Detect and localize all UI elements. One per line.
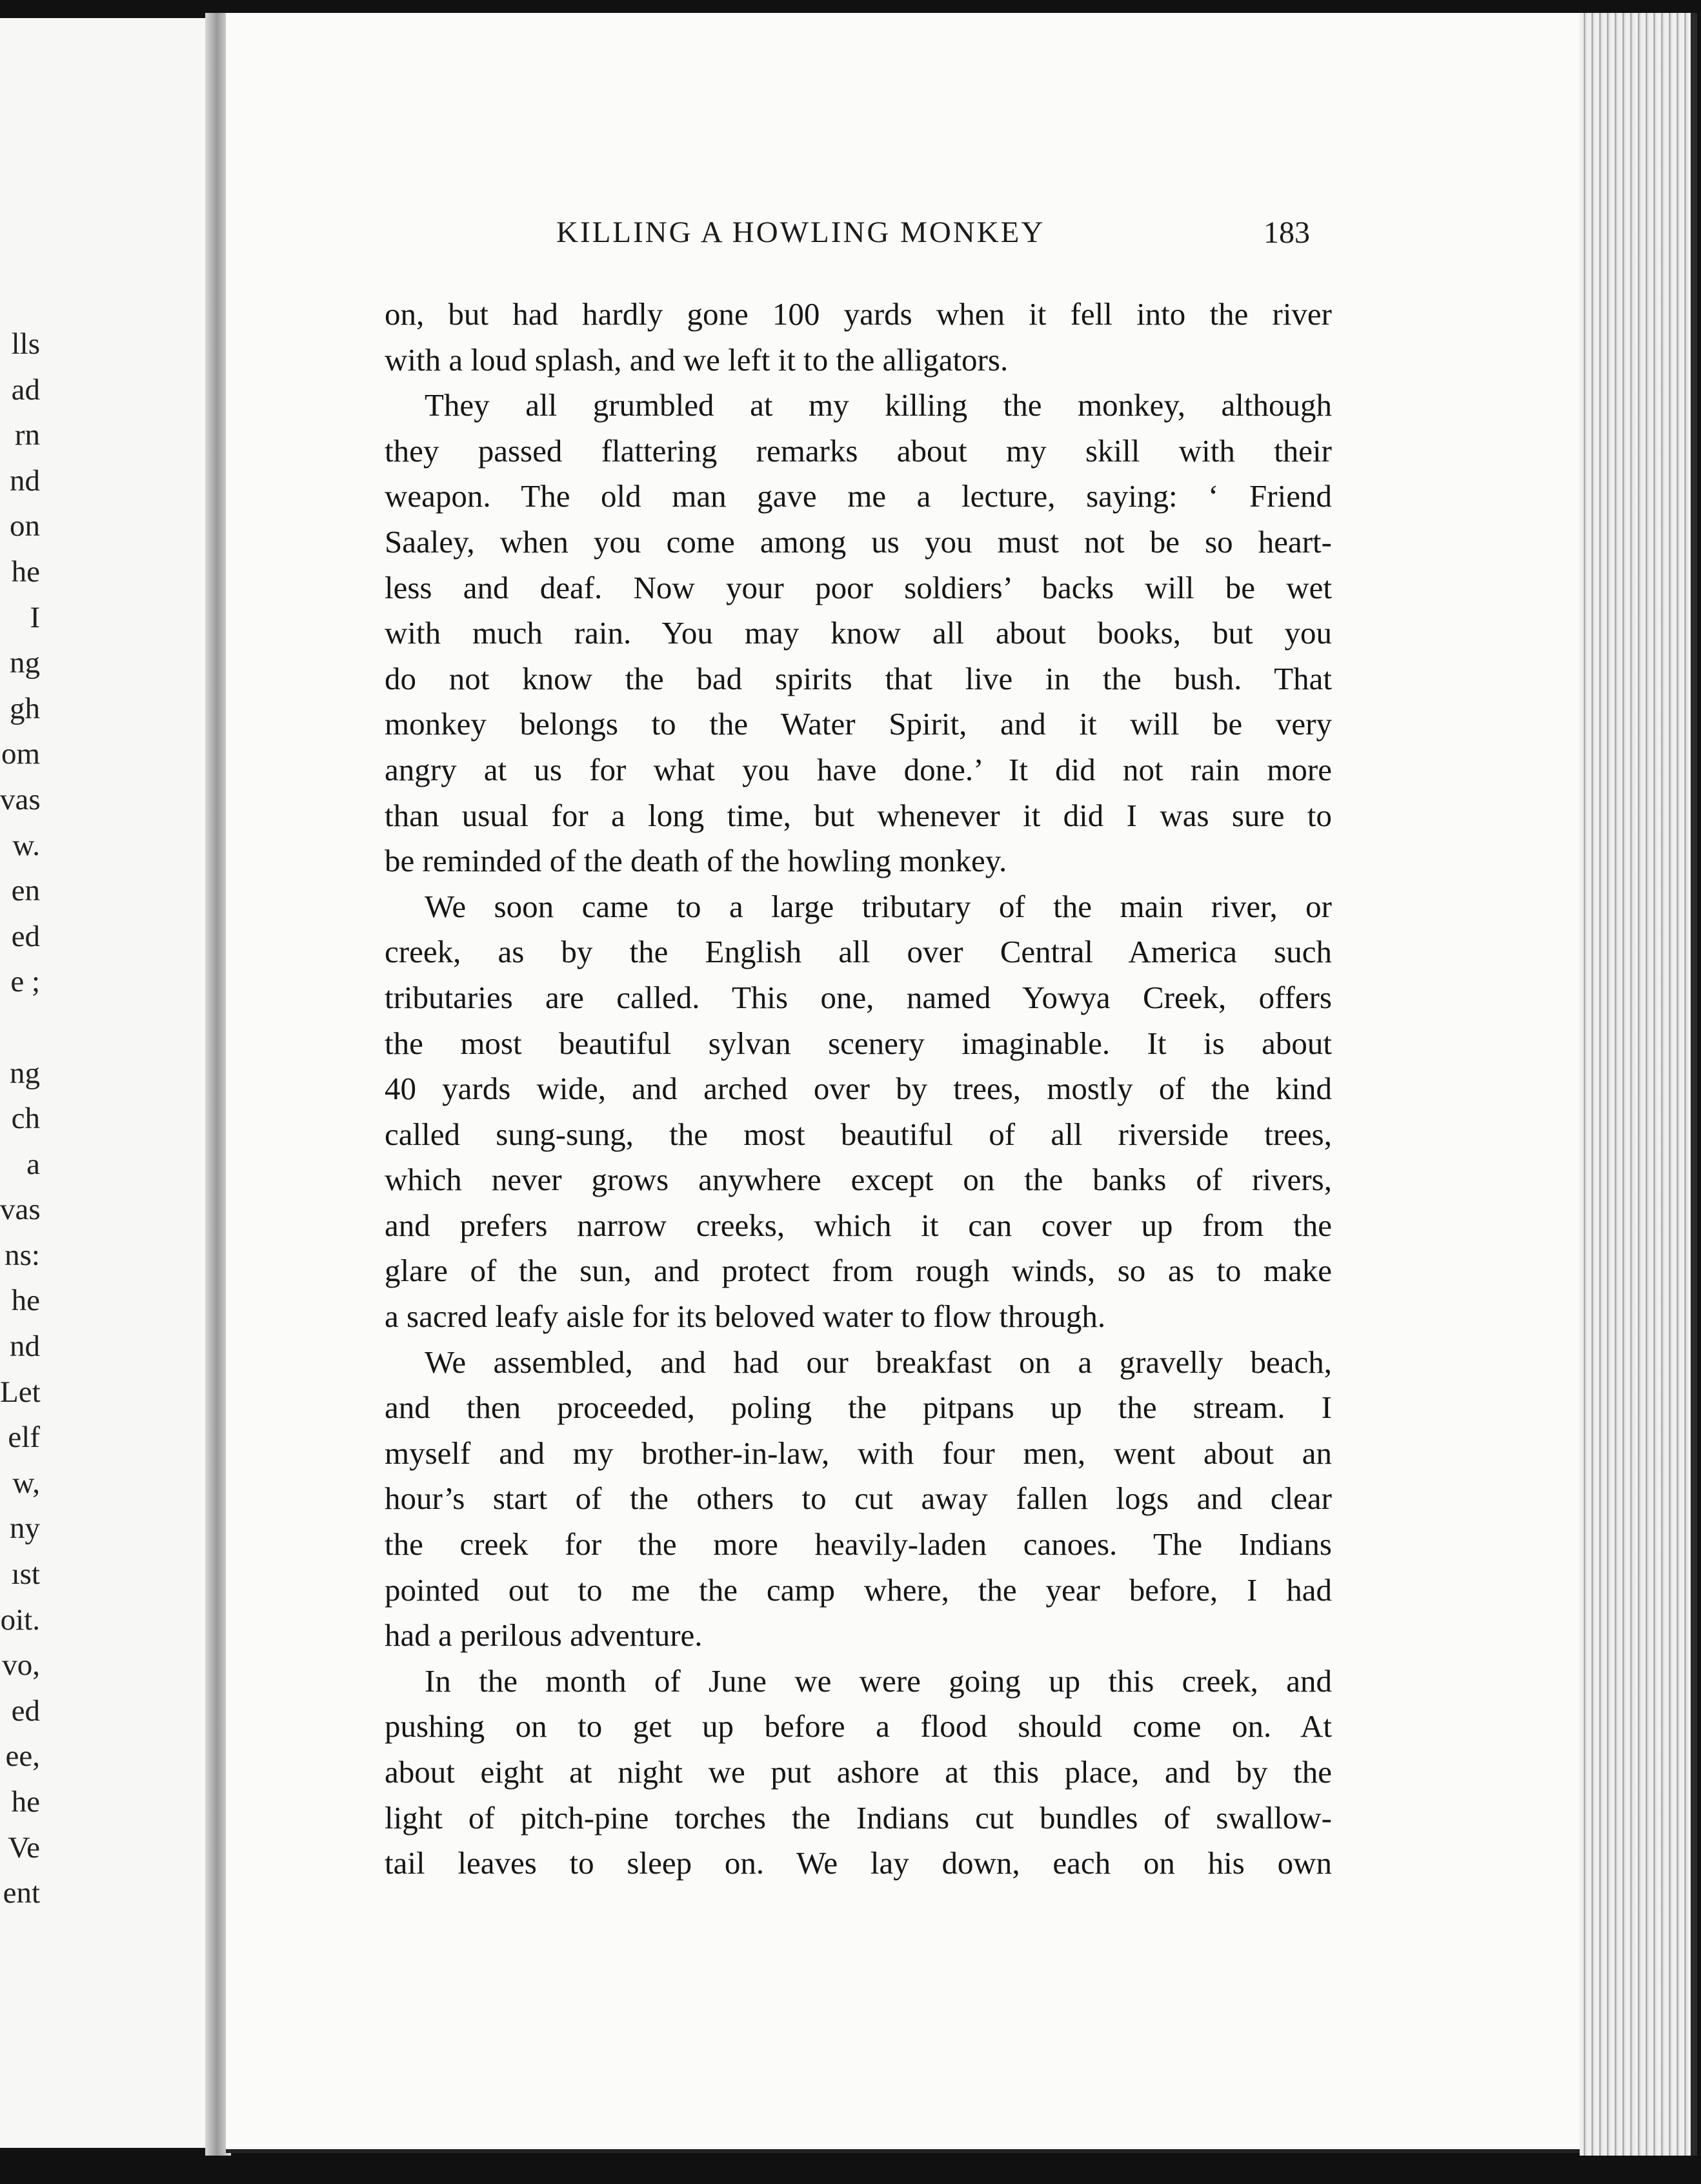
left-fragment: lls xyxy=(11,327,40,361)
text-line: and prefers narrow creeks, which it can cover up from the xyxy=(385,1207,1332,1243)
left-fragment: ng xyxy=(10,1056,40,1090)
left-fragment: Let xyxy=(0,1375,41,1409)
text-line: myself and my brother-in-law, with four men, went about an xyxy=(385,1435,1332,1471)
text-line: glare of the sun, and protect from rough winds, so as to make xyxy=(385,1253,1332,1289)
text-line: and then proceeded, poling the pitpans up the stream. I xyxy=(385,1390,1332,1426)
left-fragment: oit. xyxy=(0,1603,40,1637)
text-line: They all grumbled at my killing the monkey, although xyxy=(425,387,1332,423)
text-line: tail leaves to sleep on. We lay down, each on his own xyxy=(385,1845,1332,1881)
left-fragment: gh xyxy=(10,691,40,725)
left-fragment: e ; xyxy=(10,965,40,999)
left-fragment: ed xyxy=(11,1694,40,1728)
left-fragment: Ve xyxy=(8,1830,40,1865)
left-fragment: en xyxy=(11,874,40,908)
left-fragment: om xyxy=(1,737,40,771)
left-fragment: a xyxy=(26,1147,40,1181)
left-fragment: ns: xyxy=(5,1238,40,1272)
text-line: called sung-sung, the most beautiful of all riverside trees, xyxy=(385,1116,1332,1152)
text-line: monkey belongs to the Water Spirit, and it will be very xyxy=(385,706,1332,742)
text-line: do not know the bad spirits that live in the bush. That xyxy=(385,660,1332,696)
text-line: hour’s start of the others to cut away fallen logs and clear xyxy=(385,1481,1332,1517)
text-line: about eight at night we put ashore at this place, and by the xyxy=(385,1754,1332,1790)
text-line: with much rain. You may know all about books, but you xyxy=(385,615,1332,651)
text-line: pointed out to me the camp where, the year before, I had xyxy=(385,1572,1332,1608)
left-fragment: he xyxy=(11,1785,40,1819)
text-line: angry at us for what you have done.’ It did not rain more xyxy=(385,751,1332,787)
text-line: Saaley, when you come among us you must not be so heart- xyxy=(385,523,1332,560)
left-fragment: nd xyxy=(10,1330,40,1364)
left-fragment: vas xyxy=(0,782,41,816)
text-line: weapon. The old man gave me a lecture, saying: ‘ Friend xyxy=(385,478,1332,514)
left-fragment: ed xyxy=(11,919,40,953)
left-fragment: I xyxy=(30,600,40,634)
text-line: which never grows anywhere except on the banks of rivers, xyxy=(385,1162,1332,1198)
left-fragment: ng xyxy=(10,646,40,680)
text-line: the most beautiful sylvan scenery imaginable. It is about xyxy=(385,1025,1332,1061)
left-fragment: nd xyxy=(10,463,40,498)
left-fragment: rn xyxy=(14,418,40,452)
left-fragment: vo, xyxy=(2,1648,40,1683)
left-fragment xyxy=(0,1005,40,1051)
left-fragment: ent xyxy=(3,1876,40,1910)
left-fragment: ad xyxy=(11,372,40,407)
left-fragment: elf xyxy=(8,1421,40,1455)
text-line: than usual for a long time, but whenever it did I was sure to xyxy=(385,797,1332,833)
text-line: a sacred leafy aisle for its beloved water to flow through. xyxy=(385,1299,1106,1335)
body-text xyxy=(385,292,1332,1886)
text-line: tributaries are called. This one, named Yowya Creek, offers xyxy=(385,979,1332,1015)
text-line: had a perilous adventure. xyxy=(385,1617,703,1653)
left-fragment: on xyxy=(10,509,40,543)
text-line: they passed flattering remarks about my skill with their xyxy=(385,432,1332,469)
left-fragment: ch xyxy=(11,1102,40,1136)
left-fragment: w, xyxy=(12,1466,40,1500)
text-line: pushing on to get up before a flood should come on. At xyxy=(385,1708,1332,1744)
text-line: 40 yards wide, and arched over by trees, mostly of the kind xyxy=(385,1071,1332,1107)
left-facing-page xyxy=(0,18,221,2148)
text-line: light of pitch-pine torches the Indians cut bundles of swallow- xyxy=(385,1799,1332,1835)
left-fragment: he xyxy=(11,1284,40,1318)
text-line: less and deaf. Now your poor soldiers’ backs will be wet xyxy=(385,569,1332,605)
left-fragment: ny xyxy=(10,1512,40,1546)
page-edges xyxy=(1580,13,1697,2156)
left-fragment: w. xyxy=(12,828,40,862)
left-page-text-fragments xyxy=(0,321,40,1916)
text-line: be reminded of the death of the howling monkey. xyxy=(385,843,1007,879)
text-line: the creek for the more heavily-laden canoes. The Indians xyxy=(385,1526,1332,1562)
text-line: creek, as by the English all over Central America such xyxy=(385,934,1332,970)
left-fragment: ee, xyxy=(5,1739,40,1774)
text-line: We assembled, and had our breakfast on a gravelly beach, xyxy=(425,1344,1332,1380)
page-number: 183 xyxy=(1263,216,1310,250)
text-line: We soon came to a large tributary of the main river, or xyxy=(425,888,1332,924)
left-fragment: vas xyxy=(0,1193,41,1227)
text-line: In the month of June we were going up this creek, and xyxy=(425,1663,1332,1699)
text-line: with a loud splash, and we left it to the alligators. xyxy=(385,341,1009,378)
text-line: on, but had hardly gone 100 yards when it fell into the river xyxy=(385,296,1332,332)
left-fragment: he xyxy=(11,554,40,589)
left-fragment: ıst xyxy=(11,1557,40,1592)
running-head: KILLING A HOWLING MONKEY xyxy=(556,216,1045,249)
